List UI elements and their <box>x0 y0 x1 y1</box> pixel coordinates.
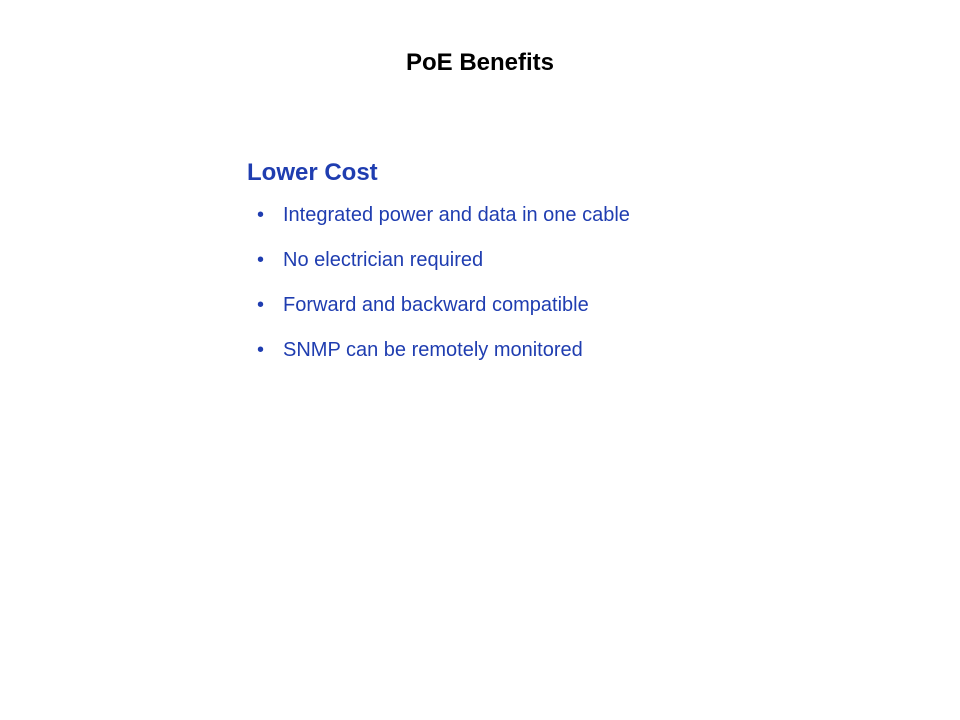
bullet-text: No electrician required <box>283 249 484 271</box>
bullet-list <box>247 201 847 381</box>
bullet-text: SNMP can be remotely monitored <box>283 339 583 361</box>
bullet-item <box>257 291 847 336</box>
bullet-icon: • <box>257 294 265 316</box>
bullet-item <box>257 246 847 291</box>
bullet-item <box>257 336 847 381</box>
bullet-item <box>257 201 847 246</box>
slide-content <box>247 157 847 381</box>
bullet-icon: • <box>257 249 265 271</box>
section-heading: Lower Cost <box>247 159 378 186</box>
bullet-text: Forward and backward compatible <box>283 294 589 316</box>
bullet-icon: • <box>257 339 265 361</box>
bullet-text: Integrated power and data in one cable <box>283 204 630 226</box>
bullet-icon: • <box>257 204 265 226</box>
slide-title: PoE Benefits <box>405 49 555 76</box>
